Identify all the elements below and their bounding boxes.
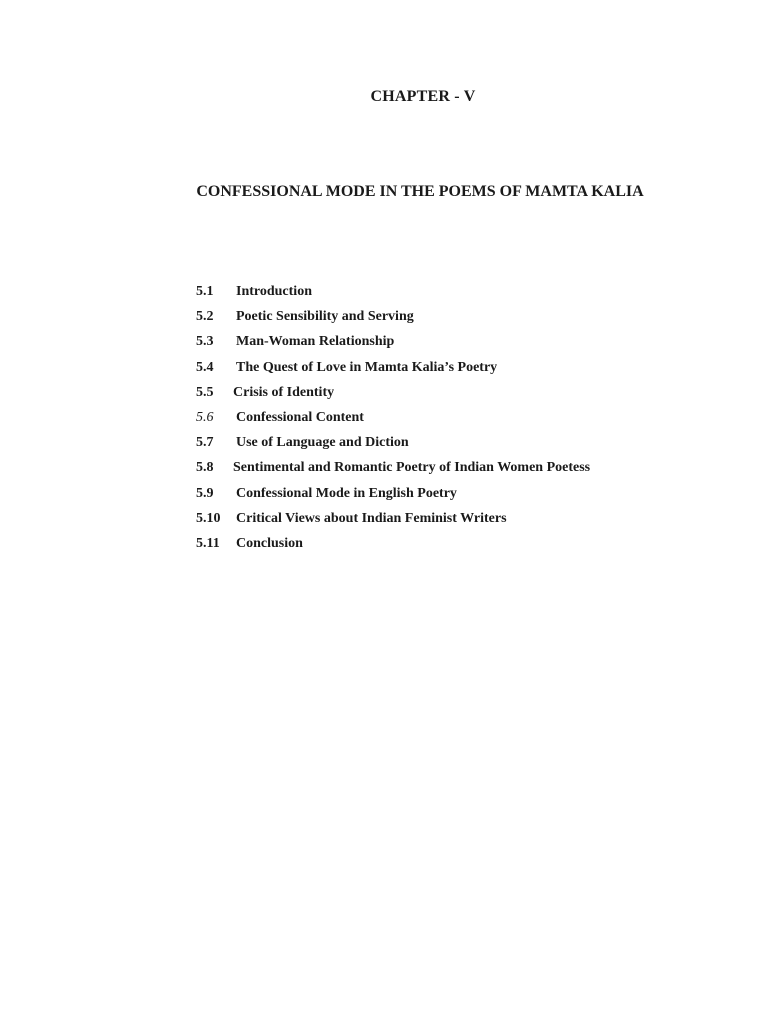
toc-item-title: Conclusion [236, 535, 303, 551]
toc-item [196, 385, 696, 410]
toc-item-title: Poetic Sensibility and Serving [236, 309, 414, 325]
toc-item-number: 5.9 [196, 485, 214, 501]
table-of-contents [196, 284, 696, 561]
toc-item-number: 5.11 [196, 535, 220, 551]
toc-item [196, 334, 696, 359]
chapter-label: CHAPTER - V [370, 88, 476, 105]
toc-item-title: Introduction [236, 284, 312, 299]
toc-item-title: The Quest of Love in Mamta Kalia’s Poetry [236, 359, 498, 375]
toc-item [196, 511, 696, 536]
toc-item-title: Sentimental and Romantic Poetry of Indian Women Poetess [233, 460, 591, 476]
toc-item-number: 5.7 [196, 435, 214, 451]
toc-item-number: 5.1 [196, 284, 214, 299]
toc-item [196, 460, 696, 485]
toc-item-number: 5.2 [196, 309, 214, 325]
toc-item-number: 5.8 [196, 460, 214, 476]
toc-item-title: Man-Woman Relationship [236, 334, 395, 350]
toc-item [196, 435, 696, 460]
toc-item [196, 536, 696, 561]
toc-item [196, 486, 696, 511]
toc-item [196, 360, 696, 385]
toc-item-number: 5.4 [196, 359, 214, 375]
toc-item-number: 5.6 [196, 409, 214, 425]
toc-item-number: 5.3 [196, 334, 214, 350]
chapter-title: CONFESSIONAL MODE IN THE POEMS OF MAMTA KALIA [196, 183, 644, 200]
toc-item-title: Confessional Content [236, 409, 364, 425]
toc-item-title: Critical Views about Indian Feminist Writers [236, 510, 507, 526]
toc-item-title: Use of Language and Diction [236, 435, 409, 451]
toc-item-title: Crisis of Identity [233, 384, 335, 400]
toc-item [196, 309, 696, 334]
toc-item-number: 5.10 [196, 510, 221, 526]
toc-item [196, 410, 696, 435]
toc-item [196, 284, 696, 309]
toc-item-title: Confessional Mode in English Poetry [236, 485, 457, 501]
toc-item-number: 5.5 [196, 384, 214, 400]
